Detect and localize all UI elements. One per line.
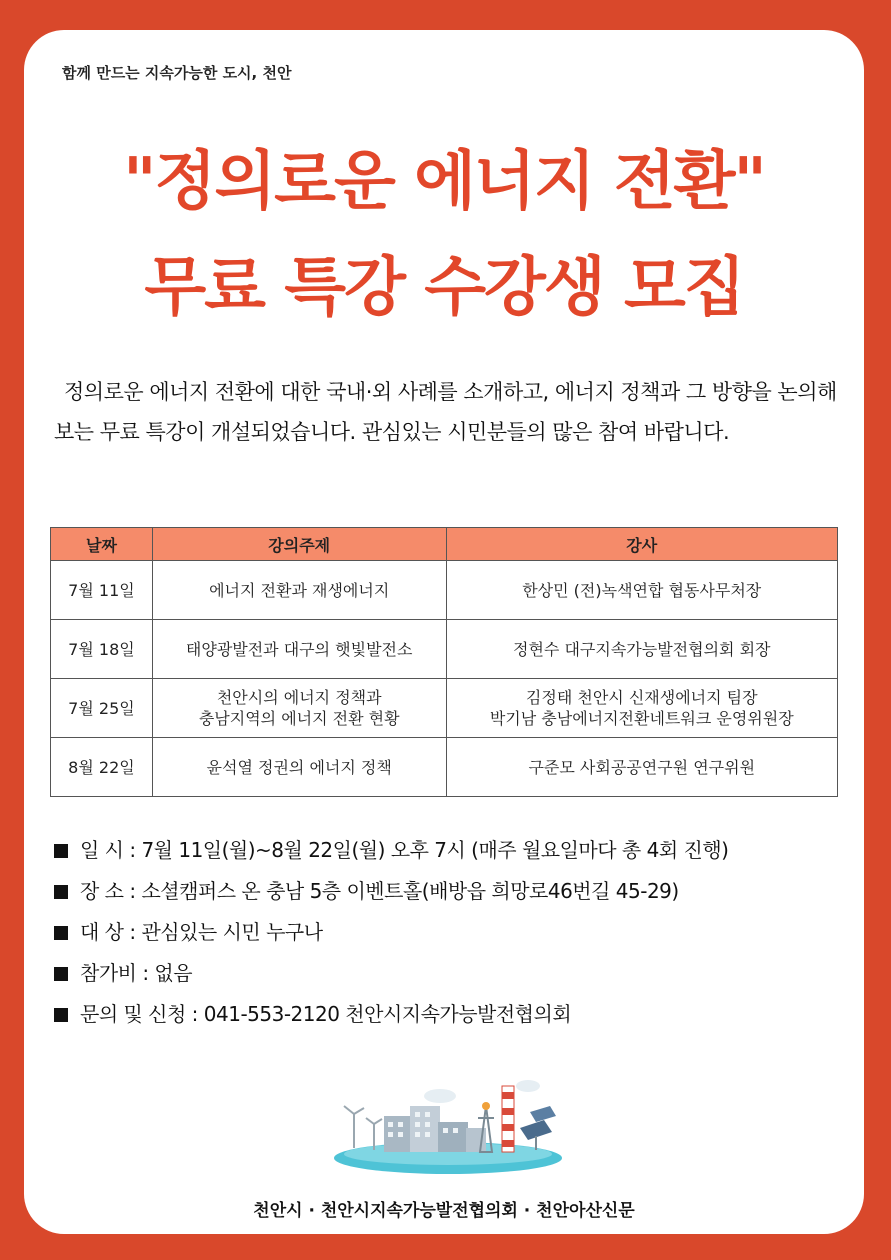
square-bullet-icon bbox=[54, 1008, 68, 1022]
tagline: 함께 만드는 지속가능한 도시, 천안 bbox=[62, 64, 292, 82]
detail-text: 일 시 : 7월 11일(월)~8월 22일(월) 오후 7시 (매주 월요일마다 총 4회 진행) bbox=[80, 838, 729, 862]
table-row bbox=[51, 561, 838, 620]
header-lecturer: 강사 bbox=[446, 528, 838, 561]
row-date: 8월 22일 bbox=[51, 738, 153, 797]
lecturer-line: 구준모 사회공공연구원 연구위원 bbox=[528, 757, 756, 777]
lecturer-line: 박기남 충남에너지전환네트워크 운영위원장 bbox=[489, 709, 794, 728]
poster-card bbox=[24, 30, 864, 1234]
detail-item bbox=[54, 994, 728, 1035]
topic-line: 윤석열 정권의 에너지 정책 bbox=[206, 757, 392, 777]
square-bullet-icon bbox=[54, 967, 68, 981]
row-lecturer bbox=[446, 679, 838, 738]
row-topic bbox=[152, 620, 446, 679]
row-lecturer bbox=[446, 561, 838, 620]
row-topic bbox=[152, 561, 446, 620]
event-details-list bbox=[54, 830, 728, 1035]
detail-text: 장 소 : 소셜캠퍼스 온 충남 5층 이벤트홀(배방읍 희망로46번길 45-29) bbox=[80, 879, 679, 903]
title-line-1: "정의로운 에너지 전환" bbox=[123, 145, 765, 219]
row-lecturer bbox=[446, 738, 838, 797]
square-bullet-icon bbox=[54, 844, 68, 858]
header-date: 날짜 bbox=[51, 528, 153, 561]
table-row bbox=[51, 620, 838, 679]
topic-line: 에너지 전환과 재생에너지 bbox=[209, 580, 390, 600]
row-date: 7월 25일 bbox=[51, 679, 153, 738]
detail-item bbox=[54, 830, 728, 871]
schedule-header-row bbox=[51, 528, 838, 561]
topic-line: 천안시의 에너지 정책과 bbox=[216, 688, 382, 707]
square-bullet-icon bbox=[54, 885, 68, 899]
row-date: 7월 11일 bbox=[51, 561, 153, 620]
detail-item bbox=[54, 871, 728, 912]
intro-paragraph: 정의로운 에너지 전환에 대한 국내·외 사례를 소개하고, 에너지 정책과 그 방향을 논의해보는 무료 특강이 개설되었습니다. 관심있는 시민분들의 많은 참여 바랍니다. bbox=[54, 380, 837, 444]
lecturer-line: 정현수 대구지속가능발전협의회 회장 bbox=[513, 639, 771, 659]
detail-text: 문의 및 신청 : 041-553-2120 천안시지속가능발전협의회 bbox=[80, 1002, 572, 1026]
topic-line: 충남지역의 에너지 전환 현황 bbox=[198, 709, 400, 728]
detail-item bbox=[54, 953, 728, 994]
organizers-footer: 천안시 · 천안시지속가능발전협의회 · 천안아산신문 bbox=[253, 1201, 635, 1221]
title-line-2: 무료 특강 수강생 모집 bbox=[144, 251, 744, 325]
table-row bbox=[51, 738, 838, 797]
detail-item bbox=[54, 912, 728, 953]
row-lecturer bbox=[446, 620, 838, 679]
lecturer-line: 김정태 천안시 신재생에너지 팀장 bbox=[525, 688, 758, 707]
row-topic bbox=[152, 679, 446, 738]
row-topic bbox=[152, 738, 446, 797]
topic-line: 태양광발전과 대구의 햇빛발전소 bbox=[185, 639, 413, 659]
detail-text: 대 상 : 관심있는 시민 누구나 bbox=[80, 920, 323, 944]
table-row bbox=[51, 679, 838, 738]
header-topic: 강의주제 bbox=[152, 528, 446, 561]
square-bullet-icon bbox=[54, 926, 68, 940]
row-date: 7월 18일 bbox=[51, 620, 153, 679]
lecturer-line: 한상민 (전)녹색연합 협동사무처장 bbox=[522, 580, 762, 600]
schedule-table bbox=[50, 527, 838, 797]
energy-city-illustration-icon bbox=[330, 1066, 566, 1178]
detail-text: 참가비 : 없음 bbox=[80, 961, 193, 985]
